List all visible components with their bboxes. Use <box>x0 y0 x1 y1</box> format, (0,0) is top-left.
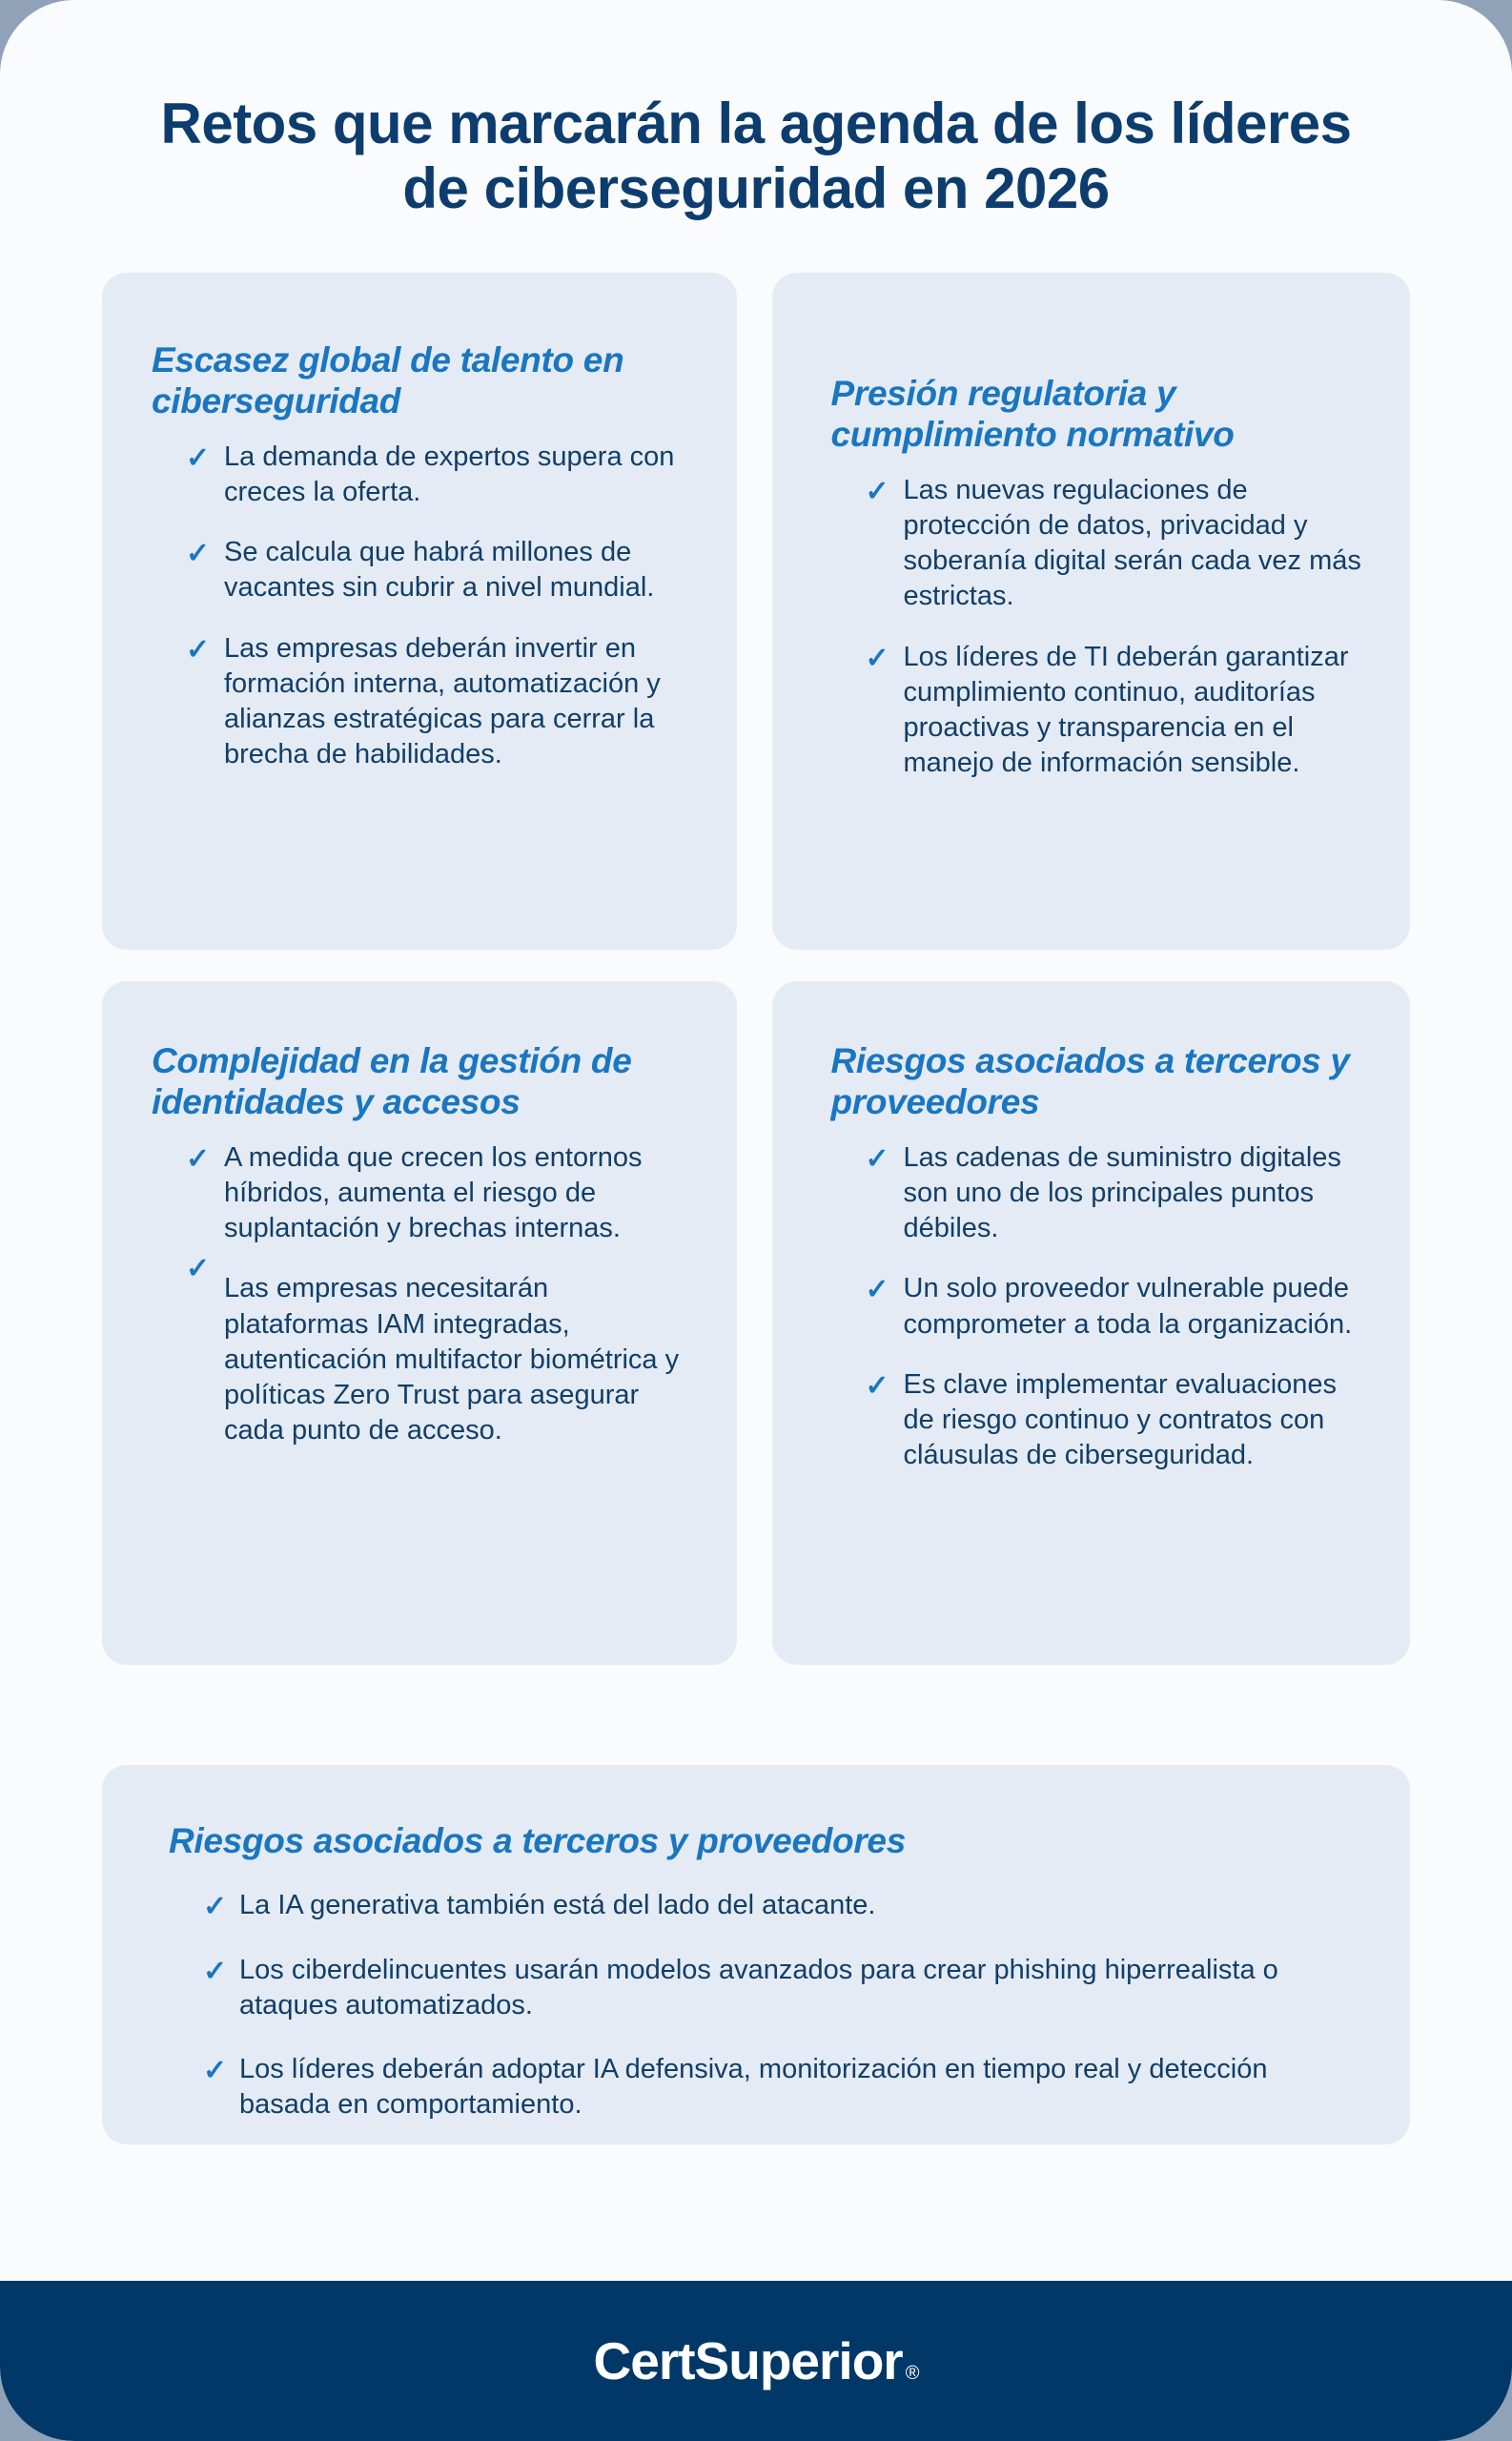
check-icon: ✓ <box>203 1955 228 1987</box>
check-icon: ✓ <box>203 2054 228 2086</box>
page-title: Retos que marcarán la agenda de los líderes de ciberseguridad en 2026 <box>160 92 1352 221</box>
cards-row-bottom <box>102 981 1410 1665</box>
check-icon: ✓ <box>865 1143 889 1176</box>
card-third-party-risks <box>772 981 1411 1665</box>
list-item <box>866 1140 1367 1246</box>
list-item <box>866 473 1367 614</box>
check-icon: ✓ <box>865 1369 889 1402</box>
list-item <box>203 1888 1343 1923</box>
cards-row-top <box>102 273 1410 950</box>
list-item-text: Un solo proveedor vulnerable puede comprometer a toda la organización. <box>903 1273 1353 1340</box>
list-item <box>186 1140 687 1285</box>
list-item-text: Es clave implementar evaluaciones de riesgo continuo y contratos con cláusulas de ciberseguridad. <box>903 1368 1338 1470</box>
check-icon: ✓ <box>186 538 211 570</box>
card-talent-shortage <box>102 273 737 950</box>
check-icon: ✓ <box>186 633 211 666</box>
card-title: Complejidad en la gestión de identidades y accesos <box>152 1040 632 1122</box>
list-item-text: A medida que crecen los entornos híbridos, aumenta el riesgo de suplantación y brechas internas. <box>224 1142 643 1244</box>
list-item-text: Las empresas necesitarán plataformas IAM integradas, autenticación multifactor biométrica y políticas Zero Trust para asegurar cada punto de acceso. <box>224 1273 680 1446</box>
check-icon: ✓ <box>186 442 211 475</box>
list-item-text: Se calcula que habrá millones de vacantes sin cubrir a nivel mundial. <box>224 537 655 604</box>
check-icon: ✓ <box>186 1143 211 1176</box>
list-item-text: Los líderes deberán adoptar IA defensiva, monitorización en tiempo real y detección basada en comportamiento. <box>239 2053 1268 2120</box>
list-item <box>203 2052 1343 2123</box>
bullet-list <box>831 473 1367 781</box>
check-icon: ✓ <box>865 642 889 674</box>
logo-wordmark: CertSuperior <box>593 2330 903 2390</box>
card-identity-management <box>102 981 737 1665</box>
list-item <box>866 640 1367 781</box>
list-item-text: La demanda de expertos supera con creces la oferta. <box>224 441 675 508</box>
card-title: Riesgos asociados a terceros y proveedores <box>830 1040 1350 1122</box>
list-item-text: Las nuevas regulaciones de protección de datos, privacidad y soberanía digital serán cada vez más estrictas. <box>903 475 1361 612</box>
card-title: Riesgos asociados a terceros y proveedores <box>169 1820 906 1860</box>
list-item-text: Las cadenas de suministro digitales son uno de los principales puntos débiles. <box>903 1142 1341 1244</box>
list-item-text: Los ciberdelincuentes usarán modelos avanzados para crear phishing hiperrealista o ataques automatizados. <box>239 1954 1278 2020</box>
check-icon: ✓ <box>865 476 889 508</box>
list-item <box>186 1271 687 1448</box>
list-item-text: La IA generativa también está del lado del atacante. <box>239 1890 876 1921</box>
cards-grid <box>0 273 1512 2144</box>
bullet-list <box>169 1888 1343 2123</box>
check-icon: ✓ <box>865 1274 889 1306</box>
card-title: Escasez global de talento en ciberseguridad <box>152 339 624 421</box>
bullet-list <box>831 1140 1367 1473</box>
list-item <box>186 440 687 510</box>
list-item <box>186 631 687 772</box>
bullet-list <box>152 1140 687 1448</box>
check-icon: ✓ <box>203 1891 228 1923</box>
footer-bar <box>0 2281 1512 2441</box>
check-icon: ✓ <box>186 1253 211 1285</box>
list-item <box>203 1953 1343 2023</box>
card-regulatory-pressure <box>772 273 1411 950</box>
bullet-list <box>152 440 687 772</box>
certsuperior-logo <box>593 2330 919 2390</box>
list-item <box>866 1271 1367 1342</box>
registered-trademark-icon: ® <box>905 2362 919 2384</box>
list-item <box>186 535 687 605</box>
list-item <box>866 1367 1367 1473</box>
card-title: Presión regulatoria y cumplimiento normativo <box>830 373 1235 455</box>
list-item-text: Los líderes de TI deberán garantizar cumplimiento continuo, auditorías proactivas y transparencia en el manejo de información sensible. <box>903 641 1349 778</box>
card-generative-ai-risks <box>102 1765 1410 2144</box>
list-item-text: Las empresas deberán invertir en formación interna, automatización y alianzas estratégicas para cerrar la brecha de habilidades. <box>224 632 661 769</box>
